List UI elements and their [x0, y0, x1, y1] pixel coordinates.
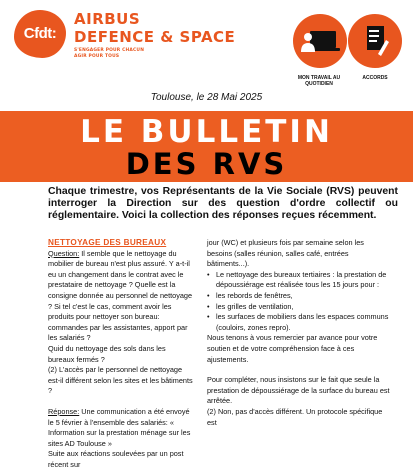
right-text-2: Nous tenons à vous remercier par avance pour votre soutien et de votre compréhension face à ces ajustements.	[207, 333, 378, 364]
question-2: Quid du nettoyage des sols dans les bureaux fermés ?	[48, 343, 166, 364]
right-text-4: (2) Non, pas d'accès différent. Un protocole spécifique est	[207, 406, 383, 427]
work-daily-icon	[293, 14, 347, 68]
work-daily-label: MON TRAVAIL AU QUOTIDIEN	[297, 75, 341, 87]
brand-line2: DEFENCE & SPACE	[74, 28, 236, 46]
question-3: (2) L'accès par le personnel de nettoyage est-il différent selon les sites et les bâtiments ?	[48, 365, 193, 396]
question-label: Question:	[48, 248, 80, 258]
sub-bullet-item: • les surfaces de mobiliers dans les espaces communs (couloirs, zones repro).	[207, 312, 391, 333]
question-text: Il semble que le nettoyage du mobilier de bureau n'est plus assuré. Y a-t-il eu un changement dans le contrat avec le prestataire de nettoyage ? Quelle est la consigne donnée au personnel de nettoyage ? Si tel c'est le cas, comment avoir les produits pour nettoyer son bureau: commandes par les assistantes, apport par les salariés ?	[48, 248, 193, 343]
bulletin-banner	[0, 111, 413, 182]
question-paragraph	[48, 249, 194, 344]
right-text-1: jour (WC) et plusieurs fois par semaine selon les besoins (salles réunion, salles café, entrées bâtiments...).	[207, 238, 364, 269]
agreements-icon	[348, 14, 402, 68]
left-column	[48, 238, 194, 470]
agreements-label: ACCORDS	[362, 75, 388, 81]
brand-line1: AIRBUS	[74, 10, 141, 28]
bullet-item: • Le nettoyage des bureaux tertiaires : la prestation de dépoussiérage est réalisée tous les 15 jours pour :	[207, 270, 391, 291]
response-paragraph	[48, 407, 194, 449]
response-paragraph-2: Suite aux réactions soulevées par un post récent sur	[48, 449, 184, 469]
banner-title-prefix: DES	[125, 147, 200, 181]
response-text: Une communication a été envoyé le 5 février à l'ensemble des salariés: « Information sur la prestation ménage sur les sites AD Toulouse »	[48, 406, 191, 448]
banner-title-line2	[0, 149, 413, 179]
banner-title-line1: LE BULLETIN	[80, 114, 333, 150]
airbus-brand	[74, 12, 235, 59]
section-title: NETTOYAGE DES BUREAUX	[48, 238, 167, 247]
right-column	[207, 238, 391, 428]
document-date: Toulouse, le 28 Mai 2025	[150, 92, 263, 103]
intro-paragraph: Chaque trimestre, vos Représentants de la Vie Sociale (RVS) peuvent interroger la Direction sur des question d'ordre collectif ou réglementaire. Voici la collection des réponses reçues récemment.	[48, 186, 398, 222]
banner-title-suffix: RVS	[212, 147, 288, 181]
response-label: Réponse:	[48, 406, 80, 416]
bullet-list	[207, 270, 391, 334]
cfdt-logo: Cfdt:	[14, 10, 66, 58]
brand-tagline: S'ENGAGER POUR CHACUN AGIR POUR TOUS	[74, 48, 145, 59]
sub-bullet-item: • les rebords de fenêtres,	[207, 291, 391, 302]
right-text-3: Pour compléter, nous insistons sur le fait que seule la prestation de dépoussiérage de la surface du bureau est arrêtée.	[207, 375, 390, 406]
sub-bullet-item: • les grilles de ventilation,	[207, 302, 391, 313]
